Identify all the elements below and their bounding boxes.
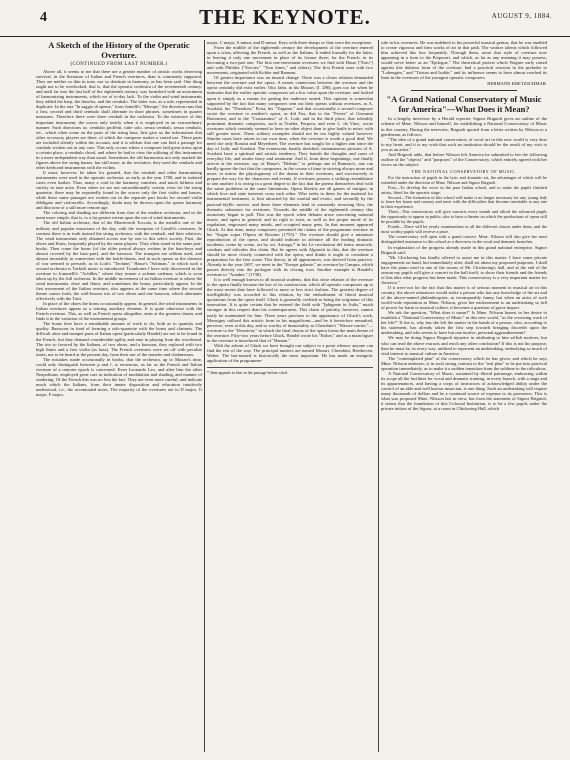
article-heading-2: "A Grand National Conservatory of Music for America"—What Does it Mean? (386, 94, 542, 114)
paragraph: In place of the oboes the horns occasionally appear. In general, the wind instruments in Italian overtures appear as a retiring auxiliary element. It is quite otherwise with the French overture. This, as well as French opera altogether, aims at the greatest charm, and finds it in the variation of the instrumental groups. (36, 301, 202, 322)
paragraph: In a lengthy interview by a Herald reporter, Signor Brignoli gives an outline of the scheme of Mme. Nilsson and himself, for establishing a National Conservatory of Music in this country. During the interview, Brignoli quoted from a letter written by Nilsson to a gentleman, as follows: (381, 116, 547, 137)
quote: "Mr. Chickering has kindly offered to assist me in this matter. I have some private engagements on hand, but immediately after, shall set about my proposed purposes. I shall have the piano used in one of the rooms of Mr. Chickering's hall, and at the end of the season my pupils will give a concert in the hall itself, to show their friends and the friends of this idea what progress has been made. This conservatory is a very important matter for America." (381, 254, 547, 285)
masthead (0, 0, 570, 37)
author-signature: HERMANN KRETZSCHMAR. (487, 81, 547, 87)
paragraph: Above all, it seems to me that there are a greater number of artistic works deserving survival, in the literature of Italian and French overtures, than is commonly supposed. They are neither so thin in tone, nor so destitute in harmony, as has been said. One thing ought not to be overlooked, that is, that the operatic orchestra of the seventeenth century, and until far into the last half of the eighteenth century, was furnished with an assortment of harmonizing instruments, which we of to-day lack. To the violin and wind instruments they added the harp, the theorbo, and the cembalo. The latter was, as a rule, represented in duplicate. In the aria "In saggio di speme," from Jomelli's "Merope," the direction runs that a first, second and third cembalo shall alternate in short phrases, sometimes in quarter measures. Therefore there were three cembali in the orchestra. To the existence of this important instrument, the scores only testify when it is employed in an extraordinary manner. Such directions as: cembalo proffetti, tutte solo, senza cembali, senza cembalo, etc., which often come on the parts of the string bass, first give us the information that other accessory players are there, of which the composer makes a varied use. These parts are included silently within the account, and it is seldom that one can find a passage for cembalo written out in any case. This only occurs where a composer laid great stress upon a certain place, a cembalo chord, and where he had to view the utilizing of this instrument in a more independent way than usual. Sometimes the old harmonists not only marked the figures above the string basses, but still more, in the recitative, they used the cembalo and other keyboard instruments with the violins. (36, 69, 202, 170)
list-item: For the instruction of pupils in the lyric and dramatic art, the advantages of which will be extended under the direction of Mme. Nilsson and Signor Brignoli. (381, 174, 547, 185)
quote: "The idea of a grand national conservatory of vocal art in this new world is very dear to my heart, and it is my wish that such an institution should be the result of my visit to you as an artist." (381, 136, 547, 152)
paragraph: A National Conservatory of Music, sustained by liberal patronage, embracing within its scope all the facilities for vocal and dramatic training, in every branch, with a stage and its appurtenances, and having a corps of instructors of acknowledged ability under the control of an able and well known musician, is one thing. Such an undertaking will require many thousands of dollars and be a continual source of expense to its promoters. This is what was proposed Mme. Nilsson last in view, but from the statement of Signor Brignoli, it seems that the foundation of this Colossal Institution, is to be a few pupils under the private tuition of the Signor, at a room in Chickering Hall, which (381, 370, 547, 412)
issue-date: AUGUST 9, 1884. (491, 12, 552, 20)
paragraph: major, C major, A minor, and D minor. Keys with three sharps or flats were the exceptions. (207, 40, 373, 45)
paragraph: Of greater importance was an inward change. There was a closer relation demanded between the overture and the opera. A nearer connection between the overture and the opera certainly did exist earlier. Otto Jahn, in his Mozart, (I. 286), goes too far when he intimates that the earlier operatic composers set a low value upon the overture, and looked upon it simply as a means for getting the audience seated. This opinion is somewhat supported by the fact that many composers sent out their operas without overtures, as A. Scarlatti, his "Theodora," Porta, his "Tirgame," and that occasionally a second composer wrote the overture to another's opera, as did Fux, that to the "Festes" of Giovanni Bononcini, and to the "Constantino" of A. Lotti, and in the third place, that tolerably prominent dramatic composers, such as Traëtta, Porpora, and even L. da Vinci, wrote overtures which certainly seemed to have no other object than to give battle to noise, with still greater noise. These solitary examples should not be too highly valued however. Similar cases have arisen in our own time, when the overture is worth a good deal. We need cite only Rossini and Meyerbeer. The overture has sought for a higher aim since the day of Lully and Scarlatti. The evanescent, hastily sketched, instantaneous pictures of A. Scarlatti have a spiritual and artistic tendency. They banish the thoughts and cares of everyday life, and awake fancy and sentiment. And if, from these beginnings, one finally arrives at the overture, say, of Hasse's "Didone," or perhaps one of Rameau's, one can hardly ignore the fact that the composers, in the course of time in striving always more and more, to mirror the physiognomy of the drama in their overtures, and successively to prepare the way for the characters and events. If overtures possess a striking resemblance to one another it is owing in a great degree to the fact that the poems themselves deal with the same problems in the same limitations. Opera librettis are all games of intrigue, in which love and state interests cross each other. Who seeks in them for the material for instrumental treatment, is first attracted by the martial and exotic, and secondly by the pastoral-idyllic motive, and these three elements lend in constantly recurring flow, the thematic substance for overtures. Towards the middle of the eighteenth century this monotony began to pall. This was the epoch when debates arose concerning national music, and opera in general; and its right to exist, as well as the proper mode of its regulation, engrossed many minds, and occupied many pens. In that moment appeared Gluck. At that time, many composers presented the claims of the programme overture in his "Sogno sopra l'Opera de Rossino (1755)." The overture should give a miniature reproduction of the opera, and should indicate in advance all the leading dramatic incidents, scene by scene, act by act. Arteaga,* in his Le rivoluzioni del teatro musicale, combats and ridicules this claim. But he agrees with Algarotti in this, that the overture should be more closely connected with the opera, and thinks it ought to constitute a preparation for the first scene. This theory, in all appearances, was derived from practice. Already in the year 1697, we meet in the "Europe galante," an overture by Campra, which passes directly into the prologue with its closing icon. Another example is Handel's overture to "Ariadne," (1738). (207, 75, 373, 278)
list-item: Third—This conservatory will give concerts every month and afford the advanced pupils the opportunity to appear in public; also to have a theatre on which the productions of opera will be possible by the pupils. (381, 209, 547, 225)
footnote: * Jahn appeals to him in the passage before cited. (207, 367, 373, 375)
paragraph: From the middle of the eighteenth century the development of the overture entered upon a crisis, affecting the French, as well as the Italians. It ended formally for the latter, in leaving it only one movement in place of its former three; for the French, in its becoming a two-part one. The first one-movement overtures we find with Hasse ("Ezio") and with Philidor ("Sorcier," "Tom Jones," and others). The first French ones with two movements, originated with Kohler and Rameau. (207, 45, 373, 76)
paragraph: rule in his overtures. He was indebted to his powerful musical genius, that he was enabled to create vigorous and firm works of art in that path. The weaker talents which followed him achieved this less frequently. Through them, arose that style of overture now appearing in a form to the Potpourri, and which, as far as any meaning it may possess, would serve better as an "Epilogue." The theoretical protest which Wagner early raised against this dubious form of the overture, had a practical reaction in the preludes to "Lohengrin," and "Tristan and Isolde," and its influence seems to have almost reached its limit in the overtures of the youngest operatic composers. (381, 40, 547, 81)
paragraph: The mistakes made occasionally in books, that the orchestra, up to Mozart's time, could only distinguish between p and f, is erroneous, as far as the French and Italian overture of a remoter epoch is concerned. Even Leonardo Leo, and after him the other Neapolitans, employed great care in indication of modulation and shading, and manner of rendering. Of the French this was no less the fact. They are even more careful, and indicate much which the Italians, from their innate disposition and education intuitively understood, i.e., the accentuated notes. The majority of the overtures are in D major, G major, F major, (36, 356, 202, 398)
paragraph: The horns here have a remarkable amount of work to do, both as to quantity and quality. Bassoons in fond of forming a solo-quartette with the horns and clarinets. The difficult oboe and trumpet parts of Italian opera (particularly Handel) are not to be found in the French, but they demand considerable agility and ease in playing from the woodwind. The trio so favored by the Italians, of two oboes, and a bassoon, they replaced with two high flutes and a first violin (as bass). The French overtures were set off with peculiar tones, not to be heard at the present day, from their use of the musette and chalumeaux. (36, 321, 202, 357)
list-item: Fourth—There will be yearly examinations in all the different classes under them, and the most worthy pupils will receive a prize. (381, 224, 547, 234)
paragraph: If it were not for the fact that this matter is of serious moment to musical art in this country, the above utterances would strike a person who has any knowledge of the art and of the above-named philanthropists, as incomparably funny, but when an artist of such world-wide reputation as Mme. Nilsson, gives her endorsement to an undertaking so full of power for harm to musical culture, it becomes a question of grave import. (381, 285, 547, 311)
paragraph: The "contemplated plan" of the conservatory which he has given, and which he says Mme. Nilsson endorses, is in such strong contrast to the "real plan" to be put into practical operation immediately, as to make it a sudden transition from the sublime to the ridiculous. (381, 355, 547, 371)
paragraph: It must, however, be taken for granted, that the cembali and other harmonizing instruments were used in the operatic orchestra, as early as the year 1700, and in isolated cases even further. Thus, many a void in the harmony vanishes, and much fullness and variety in tone arise. Even when we are not unconditionally certain, even for the string quartette, there may be repeatedly found in the scores only the first violin and basses, while these same passages are written out in the separate part books for second violin obbligato and violoncello. Accordingly, doubt may be thrown upon the sparse harmony and thin tone of a still more remote age. (36, 169, 202, 211)
list-item: First—To develop the voice in the pure Italian school, and to make the pupils finished artists, fitted for the operatic stage. (381, 184, 547, 195)
article-heading: A Sketch of the History of the Operatic Overture. (48, 40, 190, 60)
paragraph: And Brignoli adds, that before Nilsson left America he submitted to her the following outline of the "objects" and "purposes" of the Conservatory, which entirely agreed with her views on the subject: (381, 151, 547, 167)
divider (411, 90, 517, 91)
paragraph: The coloring and shading are different from that of the modern orchestra, and in the main more simple, that is, to a far greater extent upon the use of wind instruments. (36, 210, 202, 221)
paragraph: We may be doing Signor Brignoli injustice in attributing to him selfish motives, but who can read the above extracts and reach any other conclusion? If this is not his purpose, then he must be, in every way, unfitted to represent an undertaking, embodying so much of vital interest to musical culture in America. (381, 335, 547, 356)
list-item: The conservatory will open with a grand concert. Mme. Nilsson will also give her most distinguished assistance to this school as a directress in the vocal and dramatic branches. (381, 233, 547, 244)
paragraph: With the advent of Gluck we have brought our subject to a point whence anyone can find the rest of the way. The principal masters are named Mozart, Cherubini, Beethoven, Weber. The last-named is historically the most important. He has made an energetic application of the programme- (207, 342, 373, 363)
continued-note: (CONTINUED FROM LAST NUMBER.) (70, 62, 168, 67)
paragraph: In explanation of the progress already made in this grand national enterprise, Signor Brignoli said: (381, 244, 547, 255)
paragraph: We ask the question, "What does it mean?" Is Mme. Nilsson honest in her desire to establish a "National Conservatory of Music" in this new world, "as the crowning work of her life?" If she is, why has she left the matter in the hands of a person, who, according to his statement, has already taken the first step towards bringing discredit upon the undertaking, and who seems to have but one motive, personal aggrandizement? (381, 310, 547, 336)
column-rule-2 (378, 40, 379, 752)
paragraph: It is well enough known to all musical students, that this close relation of the overture to the opera finally became the law of its construction, which all operatic composers up to the most recent date have followed to more or less strict fashion. The greatest degree of intelligibility was accorded to this relation, by the embodiment of literal musical quotations from the opera itself. Gluck is generally credited as being the originator of this innovation. It is quite certain that he entered the field with "Iphigenie in Aulis," much stronger in this respect than his contemporaries. This claim of priority, however, cannot justly be maintained for him. Three years previous to the appearance of Gluck's work, Monsigny utilized this artistic form in his magnificent—and be it heretofore remarked, perverse, even at this day, and so worthy of immortality as Cherubini's "Wasser-carrier,"—overture to the "Deserteur," in which the final chorus of the opera forms the main theme of the overture. Fifty-two years before Gluck, Handel wrote his "Esther," and as a main figure in the overture is introduced that of "Haman." (207, 277, 373, 343)
column-3 (381, 40, 547, 755)
column-1 (36, 40, 202, 755)
list-item: Second—The formation of this school will make it no longer necessary for any young lady to leave her home and country and meet with the difficulties that become inevitable to any one in their experience. (381, 194, 547, 210)
column-2 (207, 40, 373, 755)
column-rule-1 (204, 40, 205, 752)
paragraph: The old Italian orchestra, that of the Monteverdi Toccata, is the metallic one of the military and popular musicians of the day, with the exception of Cavalli's overtures. In contrast there is in truth instead the string orchestra, with the cembali, and their relatives. The wind instruments only obtained access one by one to this select society. First, the oboes and flutes, frequently played by the same players. They often stand in the same part-books. Then come the horns (of the older period always written in the bass-keys and almost covered by the bass-part), and the bassoon. The trumpets are seldom used, and almost invariably in connection with the kettle-drums, and in such operas as the clamour of war seemed to pervade, as in Lotti's "Teofane," Hasse's "Soliman," in which such a second orchestra is Turkish music is introduced. Trombones I have only discovered in the overture to Jommelli's "Achilles," where they intone a solemn cadenza, which is soon taken up by the full orchestra. In the middle movement of an Italian overture is where the wind instruments, oboe and flutes, and sometimes the horns, particularly appear. In the first movement of the Italian overture, also appears at the same time where the second theme comes forth, the well-known trio of two oboes and one bassoon, which alternates effectively with the Tutti. (36, 220, 202, 302)
newspaper-title: THE KEYNOTE. (199, 5, 371, 29)
section-title: THE NATIONAL CONSERVATORY OF MUSIC. (411, 168, 517, 174)
page-number: 4 (40, 10, 47, 25)
